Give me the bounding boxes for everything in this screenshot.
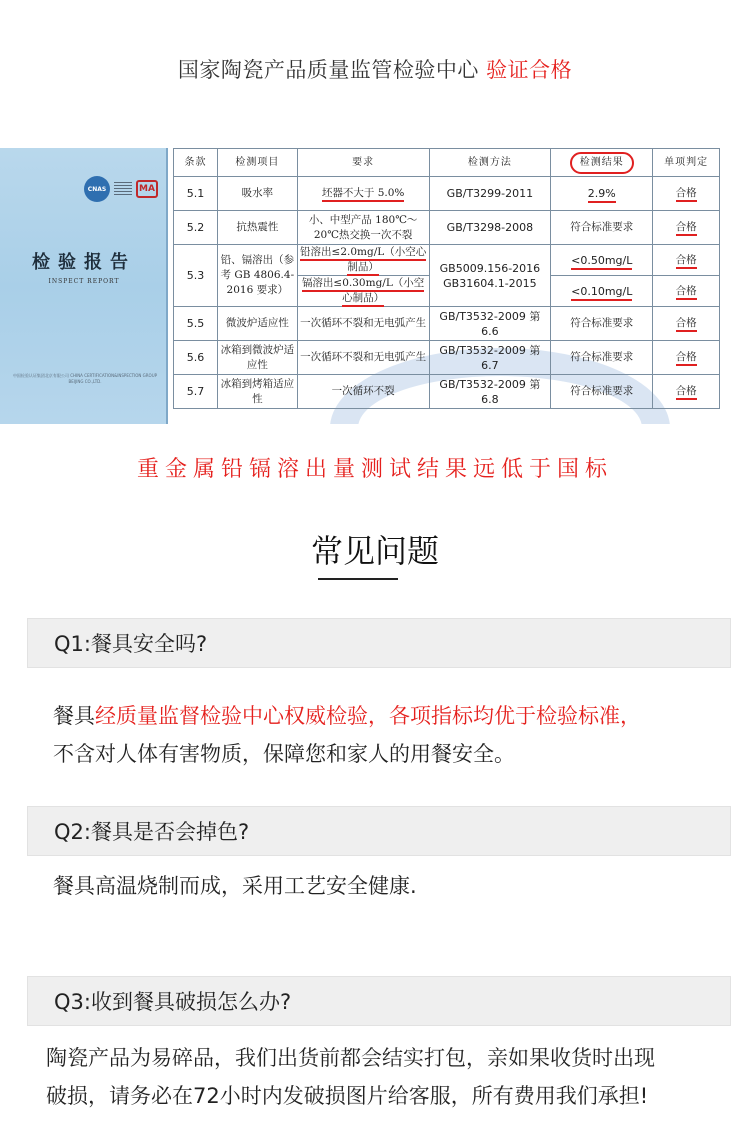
cell-req: 坯器不大于 5.0%: [297, 177, 429, 211]
answer-3-line-2: 破损，请务必在72小时内发破损图片给客服，所有费用我们承担!: [46, 1084, 649, 1108]
cell-result: 符合标准要求: [551, 211, 653, 245]
col-result: [551, 149, 653, 177]
report-table: [173, 148, 720, 409]
col-item: 检测项目: [217, 149, 297, 177]
faq-question-2: Q2:餐具是否会掉色?: [27, 806, 731, 856]
cell-verdict: 合格: [653, 276, 720, 307]
cell-item: 冰箱到微波炉适应性: [217, 341, 297, 375]
inspection-report: [0, 148, 750, 424]
cell-req: 铅溶出≤2.0mg/L（小空心制品）: [297, 245, 429, 276]
table-row: [174, 211, 720, 245]
result-highlight: 重金属铅镉溶出量测试结果远低于国标: [136, 457, 613, 482]
cell-verdict: 合格: [653, 375, 720, 409]
report-cover: [0, 148, 168, 424]
report-subtitle: INSPECT REPORT: [48, 278, 120, 285]
cell-item: 微波炉适应性: [217, 307, 297, 341]
cell-req: 小、中型产品 180℃～20℃热交换一次不裂: [297, 211, 429, 245]
faq-title-underline: [318, 578, 398, 580]
cell-req: 一次循环不裂和无电弧产生: [297, 341, 429, 375]
faq-question-1: Q1:餐具安全吗?: [27, 618, 731, 668]
faq-answer-1: [53, 697, 733, 773]
answer-1-prefix: 餐具: [53, 704, 95, 728]
answer-1-rest: 不含对人体有害物质，保障您和家人的用餐安全。: [53, 742, 515, 766]
col-verdict: 单项判定: [653, 149, 720, 177]
faq-question-3: Q3:收到餐具破损怎么办?: [27, 976, 731, 1026]
faq-answer-3: [46, 1039, 746, 1115]
col-method: 检测方法: [429, 149, 551, 177]
ma-logo-icon: MA: [136, 180, 158, 198]
cell-clause: 5.5: [174, 307, 218, 341]
cell-verdict: 合格: [653, 177, 720, 211]
cell-verdict: 合格: [653, 245, 720, 276]
cell-result: 符合标准要求: [551, 375, 653, 409]
cell-result: <0.10mg/L: [551, 276, 653, 307]
table-row: [174, 307, 720, 341]
cell-clause: 5.6: [174, 341, 218, 375]
cell-verdict: 合格: [653, 211, 720, 245]
cell-method: GB/T3532-2009 第 6.7: [429, 341, 551, 375]
cell-req: 镉溶出≤0.30mg/L（小空心制品）: [297, 276, 429, 307]
report-org: 中国检验认证集团北京有限公司 CHINA CERTIFICATION&INSPECTION GROUP BEIJING CO.,LTD.: [12, 373, 158, 384]
report-title: 检验报告: [32, 252, 136, 273]
title-accent: 验证合格: [486, 58, 573, 82]
page-title: [0, 54, 750, 84]
table-header-row: [174, 149, 720, 177]
logo-text-lines: [114, 182, 132, 196]
cell-clause: 5.3: [174, 245, 218, 307]
cell-req: 一次循环不裂和无电弧产生: [297, 307, 429, 341]
cell-clause: 5.7: [174, 375, 218, 409]
certification-logos: [84, 176, 158, 202]
cell-method: GB/T3532-2009 第 6.6: [429, 307, 551, 341]
title-main: 国家陶瓷产品质量监管检验中心: [177, 58, 479, 82]
faq-title: 常见问题: [310, 532, 439, 570]
table-row: [174, 245, 720, 276]
table-row: [174, 375, 720, 409]
answer-1-highlight: 经质量监督检验中心权威检验，各项指标均优于检验标准，: [95, 704, 641, 728]
cell-item: 抗热震性: [217, 211, 297, 245]
cell-method: GB5009.156-2016 GB31604.1-2015: [429, 245, 551, 307]
cell-method: GB/T3299-2011: [429, 177, 551, 211]
cell-item: 吸水率: [217, 177, 297, 211]
cnas-logo-icon: CNAS: [84, 176, 110, 202]
faq-answer-2: 餐具高温烧制而成，采用工艺安全健康.: [53, 874, 417, 898]
cell-item: 铅、镉溶出（参考 GB 4806.4-2016 要求）: [217, 245, 297, 307]
cell-verdict: 合格: [653, 341, 720, 375]
answer-3-line-1: 陶瓷产品为易碎品，我们出货前都会结实打包，亲如果收货时出现: [46, 1046, 655, 1070]
col-clause: 条款: [174, 149, 218, 177]
result-circle: 检测结果: [570, 152, 634, 174]
col-req: 要求: [297, 149, 429, 177]
cell-method: GB/T3298-2008: [429, 211, 551, 245]
cell-clause: 5.2: [174, 211, 218, 245]
cell-clause: 5.1: [174, 177, 218, 211]
cell-item: 冰箱到烤箱适应性: [217, 375, 297, 409]
table-row: [174, 177, 720, 211]
cell-result: <0.50mg/L: [551, 245, 653, 276]
cell-result: 符合标准要求: [551, 307, 653, 341]
cell-req: 一次循环不裂: [297, 375, 429, 409]
cell-result: 2.9%: [551, 177, 653, 211]
cell-result: 符合标准要求: [551, 341, 653, 375]
table-row: [174, 341, 720, 375]
cell-verdict: 合格: [653, 307, 720, 341]
cell-method: GB/T3532-2009 第 6.8: [429, 375, 551, 409]
